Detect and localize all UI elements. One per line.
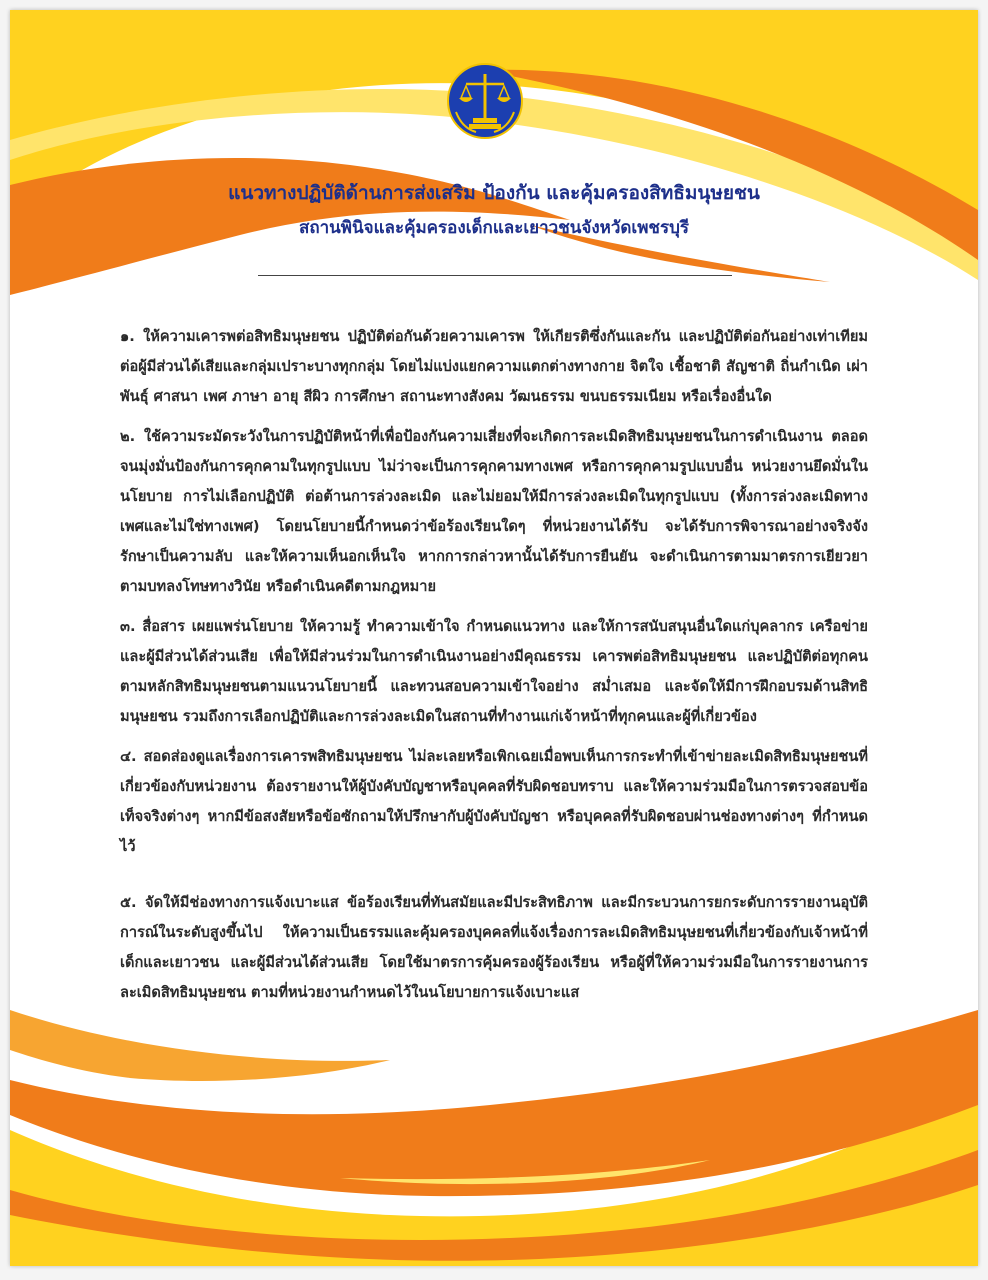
- guideline-item-5: ๕. จัดให้มีช่องทางการแจ้งเบาะแส ข้อร้องเรียนที่ทันสมัยและมีประสิทธิภาพ และมีกระบวนการยกระดับการรายงานอุบัติการณ์ในระดับสูงขึ้นไป ให้ความเป็นธรรมและคุ้มครองบุคคลที่แจ้งเรื่องการละเมิดสิทธิมนุษยชนที่เกี่ยวข้องกับเจ้าหน้าที่ เด็กและเยาวชน และผู้มีส่วนได้ส่วนเสีย โดยใช้มาตรการคุ้มครองผู้ร้องเรียน หรือผู้ที่ให้ความร่วมมือในการรายงานการละเมิดสิทธิมนุษยชน ตามที่หน่วยงานกำหนดไว้ในนโยบายการแจ้งเบาะแส: [120, 894, 868, 1001]
- document-subtitle: สถานพินิจและคุ้มครองเด็กและเยาวชนจังหวัดเพชรบุรี: [298, 218, 690, 238]
- document-page: [10, 10, 978, 1266]
- scales-of-justice-emblem: [446, 62, 524, 140]
- document-title: แนวทางปฏิบัติด้านการส่งเสริม ป้องกัน และคุ้มครองสิทธิมนุษยชน: [228, 182, 760, 204]
- guideline-item-1: ๑. ให้ความเคารพต่อสิทธิมนุษยชน ปฏิบัติต่อกันด้วยความเคารพ ให้เกียรติซึ่งกันและกัน และปฏิบัติต่อกันอย่างเท่าเทียมต่อผู้มีส่วนได้เสียและกลุ่มเปราะบางทุกกลุ่ม โดยไม่แบ่งแยกความแตกต่างทางกาย จิตใจ เชื้อชาติ สัญชาติ ถิ่นกำเนิด เผ่าพันธุ์ ศาสนา เพศ ภาษา อายุ สีผิว การศึกษา สถานะทางสังคม วัฒนธรรม ขนบธรรมเนียม หรือเรื่องอื่นใด: [120, 328, 868, 405]
- title-divider: [258, 275, 732, 276]
- guideline-list: [120, 322, 868, 1018]
- guideline-item-2: ๒. ใช้ความระมัดระวังในการปฏิบัติหน้าที่เพื่อป้องกันความเสี่ยงที่จะเกิดการละเมิดสิทธิมนุษยชนในการดำเนินงาน ตลอดจนมุ่งมั่นป้องกันการคุกคามในทุกรูปแบบ ไม่ว่าจะเป็นการคุกคามทางเพศ หรือการคุกคามรูปแบบอื่น หน่วยงานยึดมั่นในนโยบาย การไม่เลือกปฏิบัติ ต่อต้านการล่วงละเมิด และไม่ยอมให้มีการล่วงละเมิดในทุกรูปแบบ (ทั้งการล่วงละเมิดทางเพศและไม่ใช่ทางเพศ) โดยนโยบายนี้กำหนดว่าข้อร้องเรียนใดๆ ที่หน่วยงานได้รับ จะได้รับการพิจารณาอย่างจริงจัง รักษาเป็นความลับ และให้ความเห็นอกเห็นใจ หากการกล่าวหานั้นได้รับการยืนยัน จะดำเนินการตามมาตรการเยียวยา ตามบทลงโทษทางวินัย หรือดำเนินคดีตามกฎหมาย: [120, 428, 868, 595]
- guideline-item-4: ๔. สอดส่องดูแลเรื่องการเคารพสิทธิมนุษยชน ไม่ละเลยหรือเพิกเฉยเมื่อพบเห็นการกระทำที่เข้าข่ายละเมิดสิทธิมนุษยชนที่เกี่ยวข้องกับหน่วยงาน ต้องรายงานให้ผู้บังคับบัญชาหรือบุคคลที่รับผิดชอบทราบ และให้ความร่วมมือในการตรวจสอบข้อเท็จจริงต่างๆ หากมีข้อสงสัยหรือข้อซักถามให้ปรึกษากับผู้บังคับบัญชา หรือบุคคลที่รับผิดชอบผ่านช่องทางต่างๆ ที่กำหนดไว้: [120, 748, 868, 855]
- guideline-item-3: ๓. สื่อสาร เผยแพร่นโยบาย ให้ความรู้ ทำความเข้าใจ กำหนดแนวทาง และให้การสนับสนุนอื่นใดแก่บุคลากร เครือข่าย และผู้มีส่วนได้ส่วนเสีย เพื่อให้มีส่วนร่วมในการดำเนินงานอย่างมีคุณธรรม เคารพต่อสิทธิมนุษยชน และปฏิบัติต่อทุกคนตามหลักสิทธิมนุษยชนตามแนวนโยบายนี้ และทวนสอบความเข้าใจอย่าง สม่ำเสมอ และจัดให้มีการฝึกอบรมด้านสิทธิมนุษยชน รวมถึงการเลือกปฏิบัติและการล่วงละเมิดในสถานที่ทำงานแก่เจ้าหน้าที่ทุกคนและผู้ที่เกี่ยวข้อง: [120, 618, 868, 725]
